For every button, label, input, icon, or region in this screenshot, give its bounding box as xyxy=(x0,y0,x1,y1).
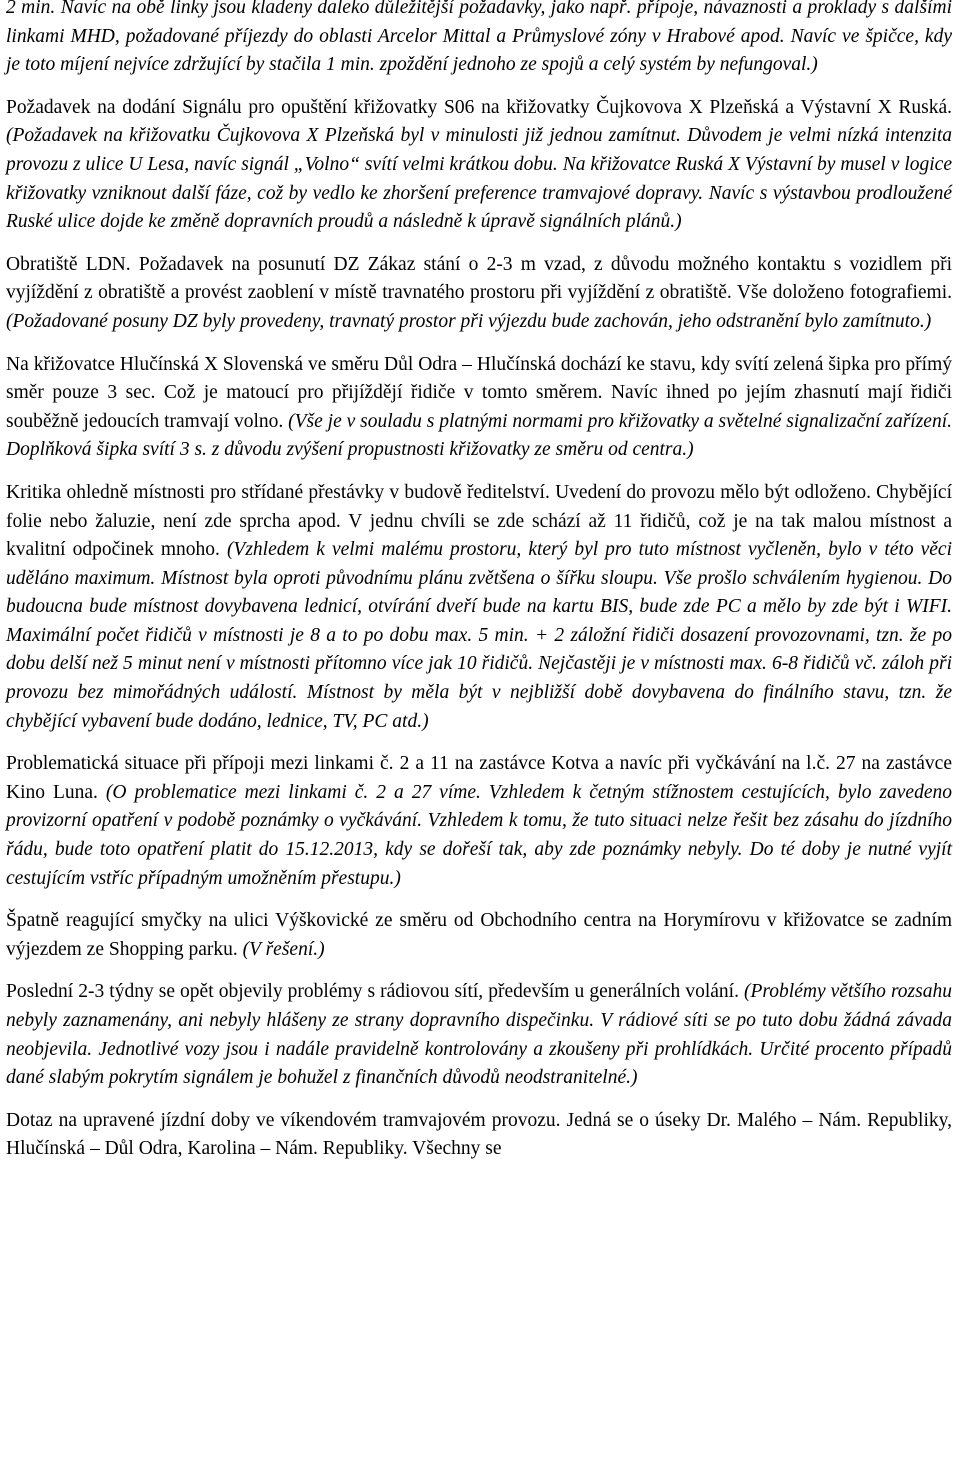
paragraph-break-room xyxy=(6,479,952,736)
response-text: (O problematice mezi linkami č. 2 a 27 víme. Vzhledem k četným stížnostem cestujících, bylo zavedeno provizorní opatření v podobě poznámky o vyčkávání. Vzhledem k tomu, že tuto situaci nelze řešit bez zásahu do jízdního řádu, bude toto opatření platit do 15.12.2013, kdy se dořeší tak, aby zde poznámky nebyly. Do té doby je nutné vyjít cestujícím vstříc případným umožněním přestupu.) xyxy=(6,781,952,889)
response-text: (Požadované posuny DZ byly provedeny, travnatý prostor při výjezdu bude zachován, jeho odstranění bylo zamítnuto.) xyxy=(6,310,932,332)
request-text: Problematická situace při přípoji mezi linkami č. 2 a 11 na zastávce Kotva a navíc při vyčkávání na l.č. 27 na zastávce Kino Luna. xyxy=(6,753,952,803)
response-text: 2 min. Navíc na obě linky jsou kladeny daleko důležitější požadavky, jako např. přípoje, návaznosti a proklady s dalšími linkami MHD, požadované příjezdy do oblasti Arcelor Mittal a Průmyslové zóny v Hrabové apod. Navíc ve špičce, kdy je toto míjení nejvíce zdržující by stačila 1 min. zpoždění jednoho ze spojů a celý systém by nefungoval.) xyxy=(6,0,952,76)
response-text: (Požadavek na křižovatku Čujkovova X Plzeňská byl v minulosti již jednou zamítnut. Důvodem je velmi nízká intenzita provozu z ulice U Lesa, navíc signál „Volno“ svítí velmi krátkou dobu. Na křižovatce Ruská X Výstavní by musel v logice křižovatky vzniknout další fáze, což by vedlo ke zhoršení preference tramvajové dopravy. Navíc s výstavbou prodloužené Ruské ulice dojde ke změně dopravních proudů a následně k úpravě signálních plánů.) xyxy=(6,125,952,233)
response-text: (Vzhledem k velmi malému prostoru, který byl pro tuto místnost vyčleněn, bylo v této věci uděláno maximum. Místnost byla oproti původnímu plánu zvětšena o šířku sloupu. Vše prošlo schválením hygienou. Do budoucna bude místnost dovybavena lednicí, otvírání dveří bude na kartu BIS, bude zde PC a mělo by zde být i WIFI. Maximální počet řidičů v místnosti je 8 a to po dobu max. 5 min. + 2 záložní řidiči dosazení provozovnami, tzn. že po dobu delší než 5 minut není v místnosti přítomno více jak 10 řidičů. Nejčastěji je v místnosti max. 6-8 řidičů vč. záloh při provozu bez mimořádných událostí. Místnost by měla být v nejbližší době dovybavena do finálního stavu, tzn. že chybějící vybavení bude dodáno, lednice, TV, PC atd.) xyxy=(6,539,952,732)
request-text: Požadavek na dodání Signálu pro opuštění křižovatky S06 na křižovatky Čujkovova X Plzeňská a Výstavní X Ruská. xyxy=(6,96,952,118)
paragraph-signal-request xyxy=(6,94,952,237)
request-text: Špatně reagující smyčky na ulici Výškovické ze směru od Obchodního centra na Horymírovu v křižovatce se zadním výjezdem ze Shopping parku. xyxy=(6,910,952,960)
paragraph-obratiste-ldn xyxy=(6,251,952,337)
paragraph-response-continuation xyxy=(6,0,952,80)
request-text: Obratiště LDN. Požadavek na posunutí DZ Zákaz stání o 2-3 m vzad, z důvodu možného kontaktu s vozidlem při vyjíždění z obratiště a provést zaoblení v místě travnatého prostoru při vyjíždění z obratiště. Vše doloženo fotografiemi. xyxy=(6,253,952,304)
response-text: (V řešení.) xyxy=(242,938,325,960)
response-text: (Vše je v souladu s platnými normami pro křižovatky a světelné signalizační zařízení. Doplňková šipka svítí 3 s. z důvodu zvýšení propustnosti křižovatky ze směru od centra.) xyxy=(6,410,952,461)
response-text: (Problémy většího rozsahu nebyly zaznamenány, ani nebyly hlášeny ze strany dopravního dispečinku. V rádiové síti se po tuto dobu žádná závada neobjevila. Jednotlivé vozy jsou i nadále pravidelně kontrolovány a zkoušeny při prohlídkách. Určité procento případů dané slabým pokrytím signálem je bohužel z finančních důvodů neodstranitelné.) xyxy=(6,981,952,1089)
paragraph-weekend-tram-times xyxy=(6,1107,952,1164)
document-page xyxy=(6,0,952,1164)
request-text: Kritika ohledně místnosti pro střídané přestávky v budově ředitelství. Uvedení do provozu mělo být odloženo. Chybějící folie nebo žaluzie, není zde sprcha apod. V jednu chvíli se zde schází až 11 řidičů, což je na tak malou místnost a kvalitní odpočinek mnoho. xyxy=(6,481,952,561)
request-text: Dotaz na upravené jízdní doby ve víkendovém tramvajovém provozu. Jedná se o úseky Dr. Malého – Nám. Republiky, Hlučínská – Důl Odra, Karolina – Nám. Republiky. Všechny se xyxy=(6,1109,952,1160)
paragraph-kotva-connection xyxy=(6,750,952,893)
paragraph-vyskovicka-loops xyxy=(6,907,952,964)
paragraph-radio-network xyxy=(6,978,952,1092)
request-text: Poslední 2-3 týdny se opět objevily problémy s rádiovou sítí, především u generálních volání. xyxy=(6,981,745,1003)
request-text: Na křižovatce Hlučínská X Slovenská ve směru Důl Odra – Hlučínská dochází ke stavu, kdy svítí zelená šipka pro přímý směr pouze 3 sec. Což je matoucí pro přijíždějí řidiče v tomto směrem. Navíc ihned po jejím zhasnutí mají řidiči souběžně jedoucích tramvají volno. xyxy=(6,353,952,432)
paragraph-hlucinska-slovenska xyxy=(6,351,952,465)
